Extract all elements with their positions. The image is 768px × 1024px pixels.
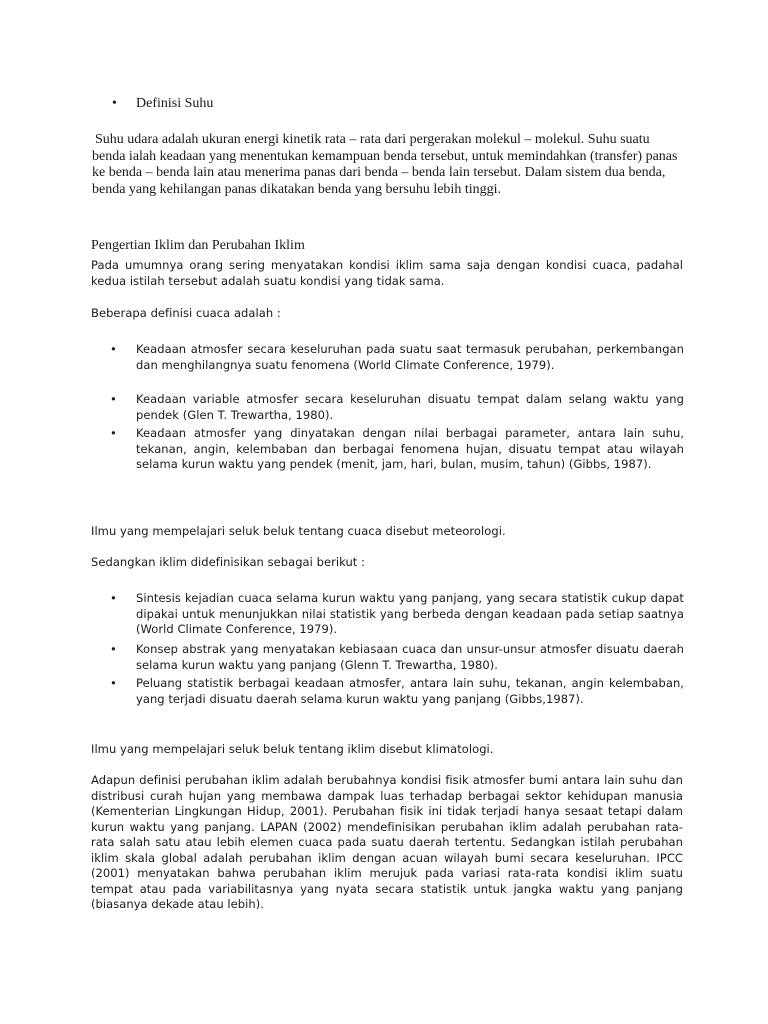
cuaca-lead: Beberapa definisi cuaca adalah : [91, 306, 281, 320]
bullet-icon: • [110, 591, 117, 605]
iklim-lead: Sedangkan iklim didefinisikan sebagai berikut : [91, 555, 365, 569]
list-item-text: Konsep abstrak yang menyatakan kebiasaan cuaca dan unsur-unsur atmosfer disuatu daerah selama kurun waktu yang panjang (Glenn T. Trewartha, 1980). [136, 642, 684, 672]
definisi-suhu-paragraph: Suhu udara adalah ukuran energi kinetik rata – rata dari pergerakan molekul – molekul. Suhu suatu benda ialah keadaan yang menentukan kemampuan benda tersebut, untuk memindahkan (transfer) panas ke benda – benda lain atau menerima panas dari benda – benda lain tersebut. Dalam sistem dua benda, benda yang kehilangan panas dikatakan benda yang bersuhu lebih tinggi. [92, 132, 678, 197]
perubahan-iklim-paragraph: Adapun definisi perubahan iklim adalah berubahnya kondisi fisik atmosfer bumi antara lain suhu dan distribusi curah hujan yang membawa dampak luas terhadap berbagai sektor kehidupan manusia (Kementerian Lingkungan Hidup, 2001). Perubahan fisik ini tidak terjadi hanya sesaat tetapi dalam kurun waktu yang panjang. LAPAN (2002) mendefinisikan perubahan iklim adalah perubahan rata-rata salah satu atau lebih elemen cuaca pada suatu daerah tertentu. Sedangkan istilah perubahan iklim skala global adalah perubahan iklim dengan acuan wilayah bumi secara keseluruhan. IPCC (2001) menyatakan bahwa perubahan iklim merujuk pada variasi rata-rata kondisi iklim suatu tempat atau pada variabilitasnya yang nyata secara statistik untuk jangka waktu yang panjang (biasanya dekade atau lebih). [91, 773, 683, 911]
section-heading: Pengertian Iklim dan Perubahan Iklim [91, 238, 305, 253]
bullet-icon: • [110, 642, 117, 656]
list-item-text: Peluang statistik berbagai keadaan atmosfer, antara lain suhu, tekanan, angin kelembaban, yang terjadi disuatu daerah selama kurun waktu yang panjang (Gibbs,1987). [136, 676, 684, 706]
list-item-text: Keadaan atmosfer secara keseluruhan pada suatu saat termasuk perubahan, perkembangan dan menghilangnya suatu fenomena (World Climate Conference, 1979). [136, 342, 684, 372]
meteorologi-sentence: Ilmu yang mempelajari seluk beluk tentang cuaca disebut meteorologi. [91, 524, 506, 538]
intro-paragraph: Pada umumnya orang sering menyatakan kondisi iklim sama saja dengan kondisi cuaca, padahal kedua istilah tersebut adalah suatu kondisi yang tidak sama. [91, 258, 683, 288]
definisi-suhu-title: Definisi Suhu [136, 96, 214, 111]
bullet-icon: • [110, 676, 117, 690]
klimatologi-sentence: Ilmu yang mempelajari seluk beluk tentang iklim disebut klimatologi. [91, 742, 494, 756]
list-item-text: Keadaan atmosfer yang dinyatakan dengan nilai berbagai parameter, antara lain suhu, tekanan, angin, kelembaban dan berbagai fenomena hujan, disuatu tempat atau wilayah selama kurun waktu yang pendek (menit, jam, hari, bulan, musim, tahun) (Gibbs, 1987). [136, 426, 684, 471]
bullet-icon: • [110, 426, 117, 440]
list-item-text: Keadaan variable atmosfer secara keseluruhan disuatu tempat dalam selang waktu yang pendek (Glen T. Trewartha, 1980). [136, 392, 684, 422]
bullet-icon: • [112, 96, 117, 111]
bullet-icon: • [110, 392, 117, 406]
bullet-icon: • [110, 342, 117, 356]
list-item-text: Sintesis kejadian cuaca selama kurun waktu yang panjang, yang secara statistik cukup dapat dipakai untuk menunjukkan nilai statistik yang berbeda dengan keadaan pada setiap saatnya (World Climate Conference, 1979). [136, 591, 684, 636]
